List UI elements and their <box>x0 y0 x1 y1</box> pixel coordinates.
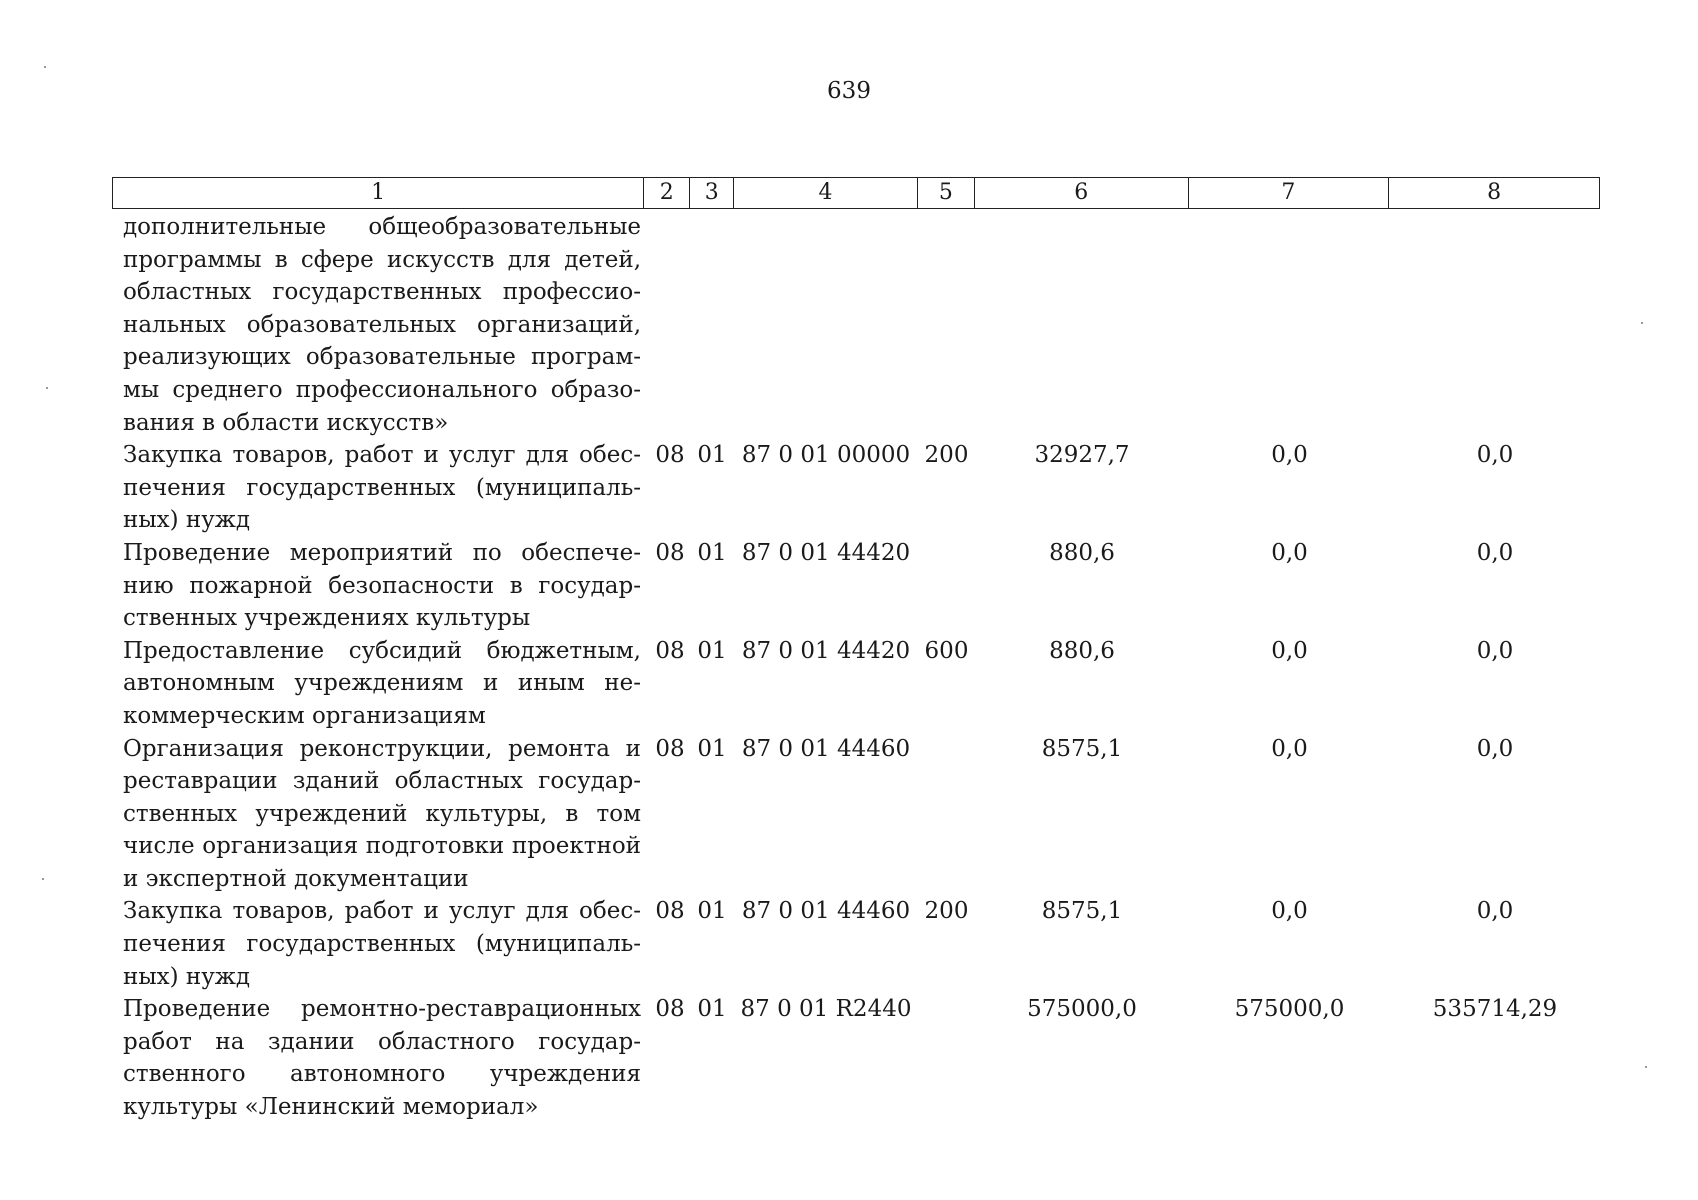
description-line: Предоставление субсидий бюджетным, <box>123 637 641 664</box>
amount-col-8: 0,0 <box>1476 539 1514 566</box>
description-line: автономным учреждениям и иным не- <box>123 670 641 697</box>
section-code: 08 <box>655 442 685 469</box>
description-line: печения государственных (муниципаль- <box>123 474 641 501</box>
column-header-8: 8 <box>1487 180 1502 205</box>
subsection-code <box>690 211 734 439</box>
row-description <box>112 733 644 896</box>
target-article-code: 87 0 01 44460 <box>741 735 911 762</box>
description-line: реализующих образовательные програм- <box>123 344 641 371</box>
column-header-5: 5 <box>918 178 975 208</box>
expense-type-code: 200 <box>924 442 969 469</box>
column-header-3: 3 <box>690 178 734 208</box>
description-line: числе организация подготовки проектной <box>123 833 641 860</box>
table-row <box>112 537 1600 635</box>
table-header <box>112 177 1600 209</box>
section-code: 08 <box>655 637 685 664</box>
amount-col-7: 0,0 <box>1271 442 1308 469</box>
page-number: 639 <box>827 78 871 104</box>
row-description <box>112 537 644 635</box>
amount-col-8: 0,0 <box>1476 442 1514 469</box>
target-article-code: 87 0 01 44420 <box>741 637 911 664</box>
amount-col-6: 8575,1 <box>1041 735 1123 762</box>
amount-col-6: 32927,7 <box>1034 442 1130 469</box>
description-line: печения государственных (муниципаль- <box>123 931 641 958</box>
table-row <box>112 733 1600 896</box>
description-line: Проведение ремонтно-реставрационных <box>123 996 641 1023</box>
amount-col-6: 575000,0 <box>1027 996 1137 1023</box>
row-description <box>112 895 644 993</box>
target-article-code: 87 0 01 R2440 <box>740 996 912 1023</box>
description-line: ственного автономного учреждения <box>123 1061 641 1088</box>
section-code <box>644 211 690 439</box>
subsection-code: 01 <box>697 539 727 566</box>
amount-col-7 <box>1189 211 1390 439</box>
description-line: областных государственных профессио- <box>123 279 641 306</box>
scan-speck <box>1641 322 1643 324</box>
scan-speck <box>1645 1066 1647 1068</box>
subsection-code: 01 <box>697 442 727 469</box>
table-body <box>112 211 1600 1124</box>
table-row <box>112 439 1600 537</box>
row-description <box>112 211 644 439</box>
subsection-code: 01 <box>697 637 727 664</box>
amount-col-7: 0,0 <box>1271 735 1308 762</box>
column-header-7: 7 <box>1189 178 1390 208</box>
amount-col-7: 0,0 <box>1271 539 1308 566</box>
amount-col-6 <box>975 211 1189 439</box>
subsection-code: 01 <box>697 996 727 1023</box>
column-header-4: 4 <box>734 178 918 208</box>
subsection-code: 01 <box>697 898 727 925</box>
description-line: работ на здании областного государ- <box>123 1028 641 1055</box>
description-line: дополнительные общеобразовательные <box>123 214 641 240</box>
description-line: ственных учреждениях культуры <box>123 605 531 632</box>
expense-type-code <box>918 993 975 1123</box>
amount-col-8 <box>1390 211 1600 439</box>
description-line: нальных образовательных организаций, <box>123 311 641 338</box>
target-article-code <box>734 211 918 439</box>
amount-col-6: 880,6 <box>1049 637 1115 664</box>
amount-col-8: 0,0 <box>1476 735 1514 762</box>
row-description <box>112 635 644 733</box>
section-code: 08 <box>655 539 685 566</box>
target-article-code: 87 0 01 00000 <box>741 442 911 469</box>
row-description <box>112 439 644 537</box>
description-line: культуры «Ленинский мемориал» <box>123 1094 539 1121</box>
expense-type-code <box>918 211 975 439</box>
amount-col-7: 575000,0 <box>1234 996 1345 1023</box>
amount-col-7: 0,0 <box>1271 898 1308 925</box>
description-line: ственных учреждений культуры, в том <box>123 800 641 827</box>
table-row <box>112 993 1600 1123</box>
expense-type-code <box>918 537 975 635</box>
description-line: нию пожарной безопасности в государ- <box>123 572 641 599</box>
description-line: мы среднего профессионального образо- <box>123 376 641 403</box>
scan-speck <box>42 878 44 880</box>
amount-col-6: 880,6 <box>1049 539 1115 566</box>
expense-type-code <box>918 733 975 896</box>
description-line: Закупка товаров, работ и услуг для обес- <box>123 898 641 925</box>
scan-speck <box>46 387 48 389</box>
description-line: вания в области искусств» <box>123 409 449 436</box>
column-header-2: 2 <box>644 178 690 208</box>
description-line: ных) нужд <box>123 963 251 990</box>
scan-speck <box>44 66 46 68</box>
amount-col-8: 0,0 <box>1476 898 1514 925</box>
description-line: Закупка товаров, работ и услуг для обес- <box>123 442 641 469</box>
table-row <box>112 895 1600 993</box>
column-header-6: 6 <box>975 178 1189 208</box>
description-line: и экспертной документации <box>123 865 469 892</box>
amount-col-8: 535714,29 <box>1432 996 1558 1023</box>
description-line: Организация реконструкции, ремонта и <box>123 735 641 762</box>
amount-col-6: 8575,1 <box>1041 898 1123 925</box>
row-description <box>112 993 644 1123</box>
description-line: ных) нужд <box>123 507 251 534</box>
amount-col-8: 0,0 <box>1476 637 1514 664</box>
description-line: реставрации зданий областных государ- <box>123 768 641 795</box>
expense-type-code: 600 <box>924 637 969 664</box>
amount-col-7: 0,0 <box>1271 637 1308 664</box>
table-row <box>112 211 1600 439</box>
section-code: 08 <box>655 898 685 925</box>
target-article-code: 87 0 01 44420 <box>741 539 911 566</box>
target-article-code: 87 0 01 44460 <box>741 898 911 925</box>
description-line: коммерческим организациям <box>123 702 486 729</box>
table-row <box>112 635 1600 733</box>
subsection-code: 01 <box>697 735 727 762</box>
section-code: 08 <box>655 735 685 762</box>
expense-type-code: 200 <box>924 898 969 925</box>
description-line: Проведение мероприятий по обеспече- <box>123 539 641 566</box>
description-line: программы в сфере искусств для детей, <box>123 246 641 273</box>
section-code: 08 <box>655 996 685 1023</box>
column-header-1: 1 <box>113 178 644 208</box>
